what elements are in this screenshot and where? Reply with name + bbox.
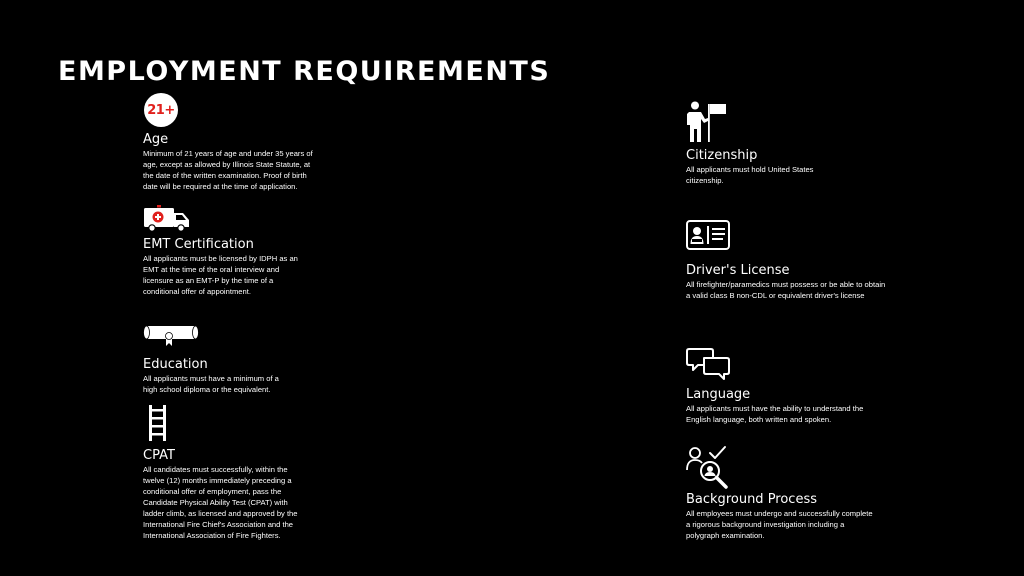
requirement-language-heading: Language	[686, 387, 751, 402]
requirement-emt-heading: EMT Certification	[143, 237, 254, 252]
requirement-language	[686, 347, 886, 425]
requirement-citizenship-text: All applicants must hold United States citizenship.	[686, 165, 814, 185]
requirement-age-text: Minimum of 21 years of age and under 35 years of age, except as allowed by Illinois State Statute, at the date of the written examination. Proof of birth date will be required at the time of application.	[143, 149, 313, 191]
requirement-drivers-license-text: All firefighter/paramedics must possess or be able to obtain a valid class B non-CDL or equivalent driver's license	[686, 280, 886, 300]
requirement-background-process	[686, 445, 876, 541]
background-check-icon	[686, 445, 732, 491]
speech-bubbles-icon	[686, 347, 732, 381]
age-badge-text: 21+	[147, 102, 175, 118]
diploma-icon	[143, 322, 199, 346]
ladder-icon	[147, 405, 169, 441]
requirement-emt-certification	[143, 205, 303, 297]
requirement-education-text: All applicants must have a minimum of a high school diploma or the equivalent.	[143, 374, 279, 394]
requirement-education	[143, 322, 293, 395]
ambulance-icon	[143, 205, 191, 233]
requirement-cpat	[143, 405, 309, 541]
person-flag-icon	[686, 101, 728, 143]
requirement-drivers-license-heading: Driver's License	[686, 263, 790, 278]
requirement-citizenship-heading: Citizenship	[686, 148, 758, 163]
requirement-cpat-text: All candidates must successfully, within the twelve (12) months immediately preceding a conditional offer of employment, pass the Candidate Physical Ability Test (CPAT) with ladder climb, as licensed and approved by the International Fire Chief's Association and the International Association of Fire Fighters.	[143, 465, 298, 540]
requirement-background-heading: Background Process	[686, 492, 818, 507]
requirement-age	[143, 93, 318, 192]
id-card-icon	[686, 220, 730, 250]
age-21-plus-icon	[144, 93, 178, 127]
requirement-language-text: All applicants must have the ability to understand the English language, both written and spoken.	[686, 404, 864, 424]
requirement-cpat-heading: CPAT	[143, 448, 175, 463]
requirement-drivers-license	[686, 220, 891, 301]
requirement-citizenship	[686, 101, 816, 186]
page-title: EMPLOYMENT REQUIREMENTS	[58, 56, 551, 87]
requirement-emt-text: All applicants must be licensed by IDPH as an EMT at the time of the oral interview and licensure as an EMT-P by the time of a conditional offer of appointment.	[143, 254, 298, 296]
requirement-background-text: All employees must undergo and successfully complete a rigorous background investigation including a polygraph examination.	[686, 509, 873, 540]
requirement-education-heading: Education	[143, 357, 208, 372]
requirement-age-heading: Age	[143, 132, 169, 147]
